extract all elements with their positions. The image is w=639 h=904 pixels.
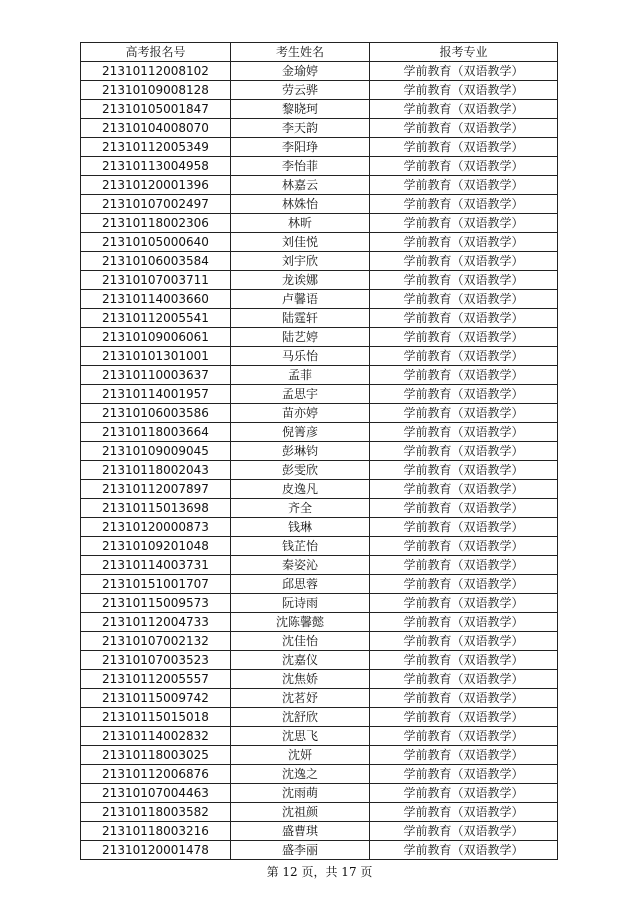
table-row (81, 499, 558, 518)
applied-major-cell: 学前教育（双语教学） (370, 499, 558, 518)
applied-major-cell: 学前教育（双语教学） (370, 518, 558, 537)
table-row (81, 651, 558, 670)
candidate-name-cell: 倪箐彦 (231, 423, 370, 442)
registration-number-cell: 21310115009742 (81, 689, 231, 708)
registration-number-cell: 21310118003025 (81, 746, 231, 765)
applied-major-cell: 学前教育（双语教学） (370, 271, 558, 290)
applied-major-cell: 学前教育（双语教学） (370, 632, 558, 651)
registration-number-cell: 21310107004463 (81, 784, 231, 803)
table-row (81, 689, 558, 708)
applied-major-cell: 学前教育（双语教学） (370, 556, 558, 575)
registration-number-cell: 21310112006876 (81, 765, 231, 784)
registration-number-cell: 21310115009573 (81, 594, 231, 613)
candidate-name-cell: 沈舒欣 (231, 708, 370, 727)
applied-major-cell: 学前教育（双语教学） (370, 195, 558, 214)
registration-number-cell: 21310114002832 (81, 727, 231, 746)
applied-major-cell: 学前教育（双语教学） (370, 746, 558, 765)
applied-major-cell: 学前教育（双语教学） (370, 651, 558, 670)
page-number-footer: 第 12 页，共 17 页 (266, 865, 373, 879)
applied-major-cell: 学前教育（双语教学） (370, 157, 558, 176)
admission-list-table (80, 42, 558, 860)
table-row (81, 385, 558, 404)
table-row (81, 537, 558, 556)
table-row (81, 480, 558, 499)
registration-number-cell: 21310110003637 (81, 366, 231, 385)
candidate-name-cell: 沈陈馨懿 (231, 613, 370, 632)
table-row (81, 461, 558, 480)
candidate-name-cell: 陆霆轩 (231, 309, 370, 328)
table-row (81, 803, 558, 822)
candidate-name-cell: 劳云骅 (231, 81, 370, 100)
registration-number-cell: 21310113004958 (81, 157, 231, 176)
registration-number-cell: 21310112005349 (81, 138, 231, 157)
table-row (81, 157, 558, 176)
applied-major-cell: 学前教育（双语教学） (370, 594, 558, 613)
candidate-name-cell: 沈妍 (231, 746, 370, 765)
header-candidate-name: 考生姓名 (231, 43, 370, 62)
candidate-name-cell: 阮诗雨 (231, 594, 370, 613)
registration-number-cell: 21310105000640 (81, 233, 231, 252)
registration-number-cell: 21310120000873 (81, 518, 231, 537)
applied-major-cell: 学前教育（双语教学） (370, 442, 558, 461)
candidate-name-cell: 沈思飞 (231, 727, 370, 746)
header-exam-registration-number: 高考报名号 (81, 43, 231, 62)
candidate-name-cell: 陆艺婷 (231, 328, 370, 347)
applied-major-cell: 学前教育（双语教学） (370, 423, 558, 442)
candidate-name-cell: 彭雯欣 (231, 461, 370, 480)
candidate-name-cell: 黎晓珂 (231, 100, 370, 119)
candidate-name-cell: 沈祖颜 (231, 803, 370, 822)
applied-major-cell: 学前教育（双语教学） (370, 309, 558, 328)
registration-number-cell: 21310114003731 (81, 556, 231, 575)
registration-number-cell: 21310107002132 (81, 632, 231, 651)
candidate-name-cell: 沈焦娇 (231, 670, 370, 689)
candidate-name-cell: 林嘉云 (231, 176, 370, 195)
registration-number-cell: 21310109009045 (81, 442, 231, 461)
registration-number-cell: 21310115015018 (81, 708, 231, 727)
header-applied-major: 报考专业 (370, 43, 558, 62)
registration-number-cell: 21310118002306 (81, 214, 231, 233)
table-row (81, 632, 558, 651)
applied-major-cell: 学前教育（双语教学） (370, 689, 558, 708)
table-row (81, 594, 558, 613)
applied-major-cell: 学前教育（双语教学） (370, 613, 558, 632)
candidate-name-cell: 沈逸之 (231, 765, 370, 784)
registration-number-cell: 21310107003523 (81, 651, 231, 670)
candidate-name-cell: 龙诶娜 (231, 271, 370, 290)
applied-major-cell: 学前教育（双语教学） (370, 537, 558, 556)
applied-major-cell: 学前教育（双语教学） (370, 727, 558, 746)
registration-number-cell: 21310114003660 (81, 290, 231, 309)
table-row (81, 575, 558, 594)
applied-major-cell: 学前教育（双语教学） (370, 708, 558, 727)
table-row (81, 613, 558, 632)
table-row (81, 841, 558, 860)
applied-major-cell: 学前教育（双语教学） (370, 214, 558, 233)
candidate-name-cell: 盛曹琪 (231, 822, 370, 841)
registration-number-cell: 21310106003586 (81, 404, 231, 423)
registration-number-cell: 21310112007897 (81, 480, 231, 499)
applied-major-cell: 学前教育（双语教学） (370, 822, 558, 841)
table-row (81, 176, 558, 195)
registration-number-cell: 21310109008128 (81, 81, 231, 100)
candidate-name-cell: 邱思蓉 (231, 575, 370, 594)
applied-major-cell: 学前教育（双语教学） (370, 404, 558, 423)
applied-major-cell: 学前教育（双语教学） (370, 385, 558, 404)
applied-major-cell: 学前教育（双语教学） (370, 176, 558, 195)
candidate-name-cell: 李阳琤 (231, 138, 370, 157)
table-header-row (81, 43, 558, 62)
applied-major-cell: 学前教育（双语教学） (370, 138, 558, 157)
registration-number-cell: 21310109006061 (81, 328, 231, 347)
registration-number-cell: 21310118003216 (81, 822, 231, 841)
applied-major-cell: 学前教育（双语教学） (370, 841, 558, 860)
candidate-name-cell: 沈茗妤 (231, 689, 370, 708)
candidate-name-cell: 李天韵 (231, 119, 370, 138)
table-row (81, 119, 558, 138)
candidate-name-cell: 沈嘉仪 (231, 651, 370, 670)
candidate-name-cell: 钱芷怡 (231, 537, 370, 556)
applied-major-cell: 学前教育（双语教学） (370, 81, 558, 100)
candidate-name-cell: 刘佳悦 (231, 233, 370, 252)
applied-major-cell: 学前教育（双语教学） (370, 803, 558, 822)
registration-number-cell: 21310118003664 (81, 423, 231, 442)
candidate-name-cell: 苗亦婷 (231, 404, 370, 423)
candidate-name-cell: 李怡菲 (231, 157, 370, 176)
table-row (81, 252, 558, 271)
registration-number-cell: 21310104008070 (81, 119, 231, 138)
candidate-name-cell: 盛李丽 (231, 841, 370, 860)
candidate-name-cell: 孟思宇 (231, 385, 370, 404)
table-row (81, 708, 558, 727)
candidate-name-cell: 林昕 (231, 214, 370, 233)
candidate-name-cell: 孟菲 (231, 366, 370, 385)
candidate-name-cell: 钱琳 (231, 518, 370, 537)
registration-number-cell: 21310120001478 (81, 841, 231, 860)
table-row (81, 100, 558, 119)
table-body (81, 62, 558, 860)
applied-major-cell: 学前教育（双语教学） (370, 480, 558, 499)
table-row (81, 195, 558, 214)
applied-major-cell: 学前教育（双语教学） (370, 461, 558, 480)
candidate-name-cell: 马乐怡 (231, 347, 370, 366)
applied-major-cell: 学前教育（双语教学） (370, 233, 558, 252)
table-row (81, 784, 558, 803)
registration-number-cell: 21310112004733 (81, 613, 231, 632)
table-row (81, 138, 558, 157)
table-row (81, 328, 558, 347)
table-row (81, 746, 558, 765)
candidate-name-cell: 皮逸凡 (231, 480, 370, 499)
registration-number-cell: 21310115013698 (81, 499, 231, 518)
table-row (81, 271, 558, 290)
registration-number-cell: 21310101301001 (81, 347, 231, 366)
applied-major-cell: 学前教育（双语教学） (370, 347, 558, 366)
table-row (81, 727, 558, 746)
registration-number-cell: 21310107003711 (81, 271, 231, 290)
candidate-name-cell: 刘宇欣 (231, 252, 370, 271)
applied-major-cell: 学前教育（双语教学） (370, 670, 558, 689)
applied-major-cell: 学前教育（双语教学） (370, 252, 558, 271)
applied-major-cell: 学前教育（双语教学） (370, 290, 558, 309)
table-row (81, 62, 558, 81)
table-row (81, 290, 558, 309)
registration-number-cell: 21310118002043 (81, 461, 231, 480)
registration-number-cell: 21310106003584 (81, 252, 231, 271)
applied-major-cell: 学前教育（双语教学） (370, 784, 558, 803)
candidate-name-cell: 林姝怡 (231, 195, 370, 214)
registration-number-cell: 21310112005541 (81, 309, 231, 328)
candidate-name-cell: 齐全 (231, 499, 370, 518)
table-row (81, 765, 558, 784)
candidate-name-cell: 彭琳钧 (231, 442, 370, 461)
table-row (81, 423, 558, 442)
candidate-name-cell: 金瑜婷 (231, 62, 370, 81)
applied-major-cell: 学前教育（双语教学） (370, 575, 558, 594)
registration-number-cell: 21310114001957 (81, 385, 231, 404)
registration-number-cell: 21310105001847 (81, 100, 231, 119)
applied-major-cell: 学前教育（双语教学） (370, 366, 558, 385)
registration-number-cell: 21310109201048 (81, 537, 231, 556)
candidate-name-cell: 沈佳怡 (231, 632, 370, 651)
table-row (81, 81, 558, 100)
registration-number-cell: 21310151001707 (81, 575, 231, 594)
table-row (81, 556, 558, 575)
table-row (81, 366, 558, 385)
table-row (81, 442, 558, 461)
candidate-name-cell: 沈雨萌 (231, 784, 370, 803)
registration-number-cell: 21310107002497 (81, 195, 231, 214)
table-row (81, 518, 558, 537)
registration-number-cell: 21310118003582 (81, 803, 231, 822)
table-row (81, 309, 558, 328)
registration-number-cell: 21310112008102 (81, 62, 231, 81)
applied-major-cell: 学前教育（双语教学） (370, 328, 558, 347)
applied-major-cell: 学前教育（双语教学） (370, 119, 558, 138)
table-row (81, 404, 558, 423)
candidate-name-cell: 秦姿沁 (231, 556, 370, 575)
table-row (81, 822, 558, 841)
applied-major-cell: 学前教育（双语教学） (370, 765, 558, 784)
registration-number-cell: 21310112005557 (81, 670, 231, 689)
table-row (81, 670, 558, 689)
table-row (81, 233, 558, 252)
candidate-name-cell: 卢馨语 (231, 290, 370, 309)
table-row (81, 347, 558, 366)
registration-number-cell: 21310120001396 (81, 176, 231, 195)
table-row (81, 214, 558, 233)
applied-major-cell: 学前教育（双语教学） (370, 100, 558, 119)
applied-major-cell: 学前教育（双语教学） (370, 62, 558, 81)
